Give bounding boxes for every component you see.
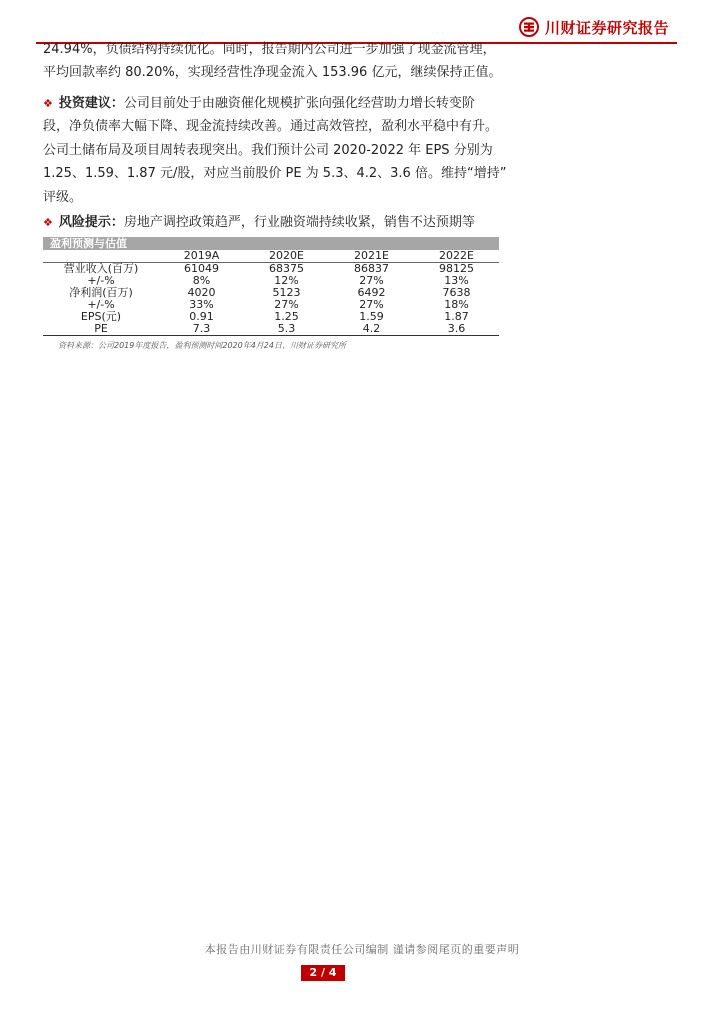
table-cell: 27% — [359, 298, 384, 311]
table-cell: 86837 — [354, 262, 389, 275]
text-line: 公司土储布局及项目周转表现突出。我们预计公司 2020-2022 年 EPS 分别为 — [43, 142, 493, 158]
table-cell: 7638 — [442, 286, 471, 299]
header-cell: 2019A — [159, 250, 244, 263]
table-row — [43, 311, 499, 323]
table-header-row — [43, 250, 499, 263]
table-source-note: 资料来源：公司2019年度报告，盈利预测时间2020年4月24日、川财证券研究所 — [58, 341, 346, 350]
brand-name: 川财证券研究报告 — [545, 18, 670, 37]
brand-logo-icon — [519, 17, 539, 37]
footer-disclaimer: 本报告由川财证券有限责任公司编制 谨请参阅尾页的重要声明 — [204, 943, 520, 956]
brand-header — [519, 15, 669, 39]
section-label: 风险提示： — [58, 215, 124, 230]
table-cell: 1.87 — [444, 310, 469, 323]
text-fragment: 公司目前处于由融资催化规模扩张向强化经营助力增长转变阶 — [123, 96, 475, 111]
table-cell: 33% — [189, 298, 214, 311]
text-line — [43, 92, 499, 115]
table-cell: 61049 — [184, 262, 219, 275]
table-cell: 27% — [359, 274, 384, 287]
text-line: 24.94%，负债结构持续优化。同时，报告期内公司进一步加强了现金流管理， — [43, 42, 496, 57]
table-cell: 5123 — [272, 286, 301, 299]
table-cell: 1.59 — [359, 310, 384, 323]
page-number-badge: 2 / 4 — [301, 965, 345, 981]
table-cell: 7.3 — [159, 323, 244, 336]
text-line: 平均回款率约 80.20%，实现经营性净现金流入 153.96 亿元，继续保持正值。 — [43, 65, 502, 81]
paragraph-debt-cashflow — [43, 38, 502, 85]
table-title: 盈利预测与估值 — [43, 237, 499, 250]
forecast-grid — [43, 250, 499, 336]
section-label: 投资建议： — [58, 96, 124, 111]
header-cell — [43, 250, 159, 263]
table-cell: 1.25 — [274, 310, 299, 323]
table-cell: 6492 — [357, 286, 386, 299]
row-label: EPS(元) — [80, 310, 122, 323]
diamond-bullet-icon: ❖ — [43, 216, 53, 229]
table-cell: 5.3 — [244, 323, 329, 336]
text-line: 段，净负债率大幅下降、现金流持续改善。通过高效管控，盈利水平稳中有升。 — [43, 119, 499, 135]
table-cell: 4020 — [187, 286, 216, 299]
table-cell: 68375 — [269, 262, 304, 275]
row-label: 净利润(百万) — [69, 286, 133, 299]
row-label: +/-% — [87, 298, 115, 311]
table-row — [43, 323, 499, 336]
row-label: +/-% — [87, 274, 115, 287]
text-line — [43, 211, 499, 234]
paragraph-risk — [43, 211, 499, 234]
text-fragment: 房地产调控政策趋严，行业融资端持续收紧，销售不达预期等 — [123, 215, 475, 230]
paragraph-investment-advice — [43, 92, 507, 209]
table-cell: 3.6 — [414, 323, 499, 336]
table-cell: 0.91 — [189, 310, 214, 323]
forecast-table — [43, 237, 499, 336]
header-cell: 2021E — [329, 250, 414, 263]
row-label: 营业收入(百万) — [63, 262, 139, 275]
table-cell: 98125 — [439, 262, 474, 275]
table-cell: 27% — [274, 298, 299, 311]
text-line: 1.25、1.59、1.87 元/股，对应当前股价 PE 为 5.3、4.2、3.6 倍。维持“增持” — [43, 166, 507, 182]
row-label: PE — [43, 323, 159, 336]
text-line: 评级。 — [43, 189, 83, 205]
table-cell: 12% — [274, 274, 299, 287]
table-cell: 8% — [192, 274, 211, 287]
diamond-bullet-icon: ❖ — [43, 97, 53, 110]
table-cell: 4.2 — [329, 323, 414, 336]
table-cell: 18% — [444, 298, 469, 311]
header-cell: 2022E — [414, 250, 499, 263]
table-cell: 13% — [444, 274, 469, 287]
header-cell: 2020E — [244, 250, 329, 263]
